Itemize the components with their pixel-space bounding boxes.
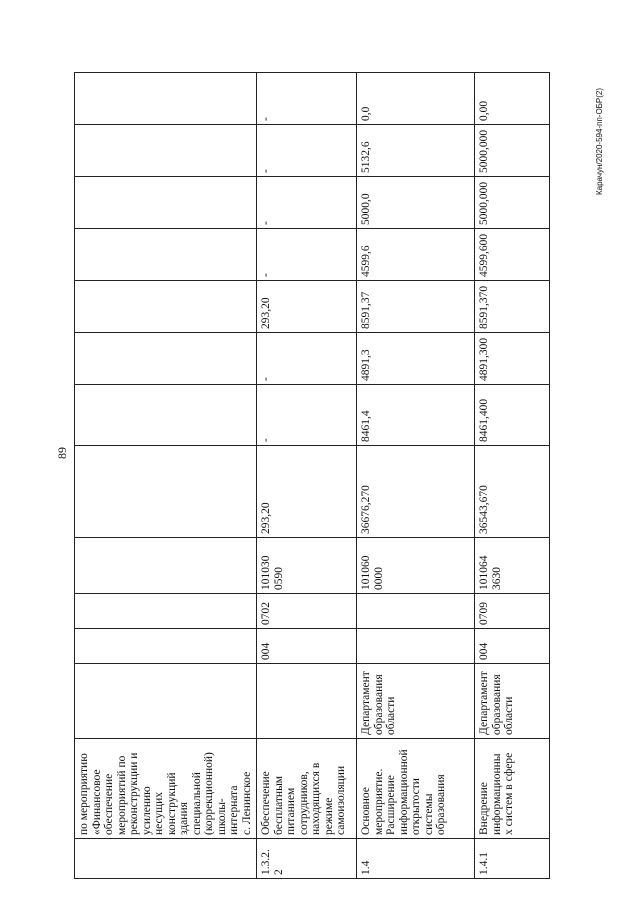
cell-total — [75, 446, 257, 538]
cell-year-7: 0,00 — [475, 73, 550, 125]
cell-year-1 — [75, 385, 257, 446]
cell-year-3: 293,20 — [257, 281, 357, 333]
cell-csr: 101064 3630 — [475, 538, 550, 594]
cell-year-4: - — [257, 229, 357, 281]
cell-year-1: 8461,4 — [357, 385, 475, 446]
table-row — [475, 73, 550, 879]
cell-executor: Департамент образования области — [475, 664, 550, 739]
cell-name: Внедрение информационны х систем в сфере — [475, 739, 550, 839]
cell-year-3 — [75, 281, 257, 333]
cell-csr: 101030 0590 — [257, 538, 357, 594]
cell-year-7: 0,0 — [357, 73, 475, 125]
cell-total: 36543,670 — [475, 446, 550, 538]
cell-rzpr — [357, 594, 475, 629]
cell-year-2: 4891,3 — [357, 333, 475, 385]
cell-year-3: 8591,370 — [475, 281, 550, 333]
cell-year-5: - — [257, 177, 357, 229]
cell-year-7: - — [257, 73, 357, 125]
cell-grbs — [75, 629, 257, 664]
cell-code: 1.4.1 — [475, 839, 550, 879]
cell-year-2 — [75, 333, 257, 385]
cell-year-7 — [75, 73, 257, 125]
cell-year-6: 5000,000 — [475, 125, 550, 177]
table-row — [75, 73, 257, 879]
cell-rzpr: 0709 — [475, 594, 550, 629]
cell-rzpr: 0702 — [257, 594, 357, 629]
cell-year-6: 5132,6 — [357, 125, 475, 177]
table-row — [357, 73, 475, 879]
table-row — [257, 73, 357, 879]
cell-year-2: - — [257, 333, 357, 385]
cell-executor — [75, 664, 257, 739]
cell-rzpr — [75, 594, 257, 629]
cell-total: 36676,270 — [357, 446, 475, 538]
cell-name: Основное мероприятие. Расширение информационной открытости системы образования — [357, 739, 475, 839]
cell-year-5 — [75, 177, 257, 229]
cell-code: 1.4 — [357, 839, 475, 879]
cell-total: 293,20 — [257, 446, 357, 538]
cell-csr: 101060 0000 — [357, 538, 475, 594]
cell-year-5: 5000,000 — [475, 177, 550, 229]
budget-table — [74, 72, 550, 879]
cell-grbs: 004 — [257, 629, 357, 664]
cell-grbs: 004 — [475, 629, 550, 664]
cell-grbs — [357, 629, 475, 664]
cell-year-4: 4599,600 — [475, 229, 550, 281]
cell-name: по мероприятию «Финансовое обеспечение мероприятий по реконструкции и усилению несущих конструкций здания специальной (коррекционной) школы- интерната с. Ленинское — [75, 739, 257, 839]
cell-csr — [75, 538, 257, 594]
cell-year-5: 5000,0 — [357, 177, 475, 229]
cell-year-1: 8461,400 — [475, 385, 550, 446]
cell-year-2: 4891,300 — [475, 333, 550, 385]
cell-year-4 — [75, 229, 257, 281]
cell-year-4: 4599,6 — [357, 229, 475, 281]
cell-executor — [257, 664, 357, 739]
cell-code — [75, 839, 257, 879]
cell-code: 1.3.2. 2 — [257, 839, 357, 879]
document-mark: Карачун/2020-594-пп-ОБР(2) — [595, 87, 604, 195]
page-number: 89 — [55, 447, 69, 459]
cell-year-3: 8591,37 — [357, 281, 475, 333]
cell-executor: Департамент образования области — [357, 664, 475, 739]
cell-year-6 — [75, 125, 257, 177]
cell-year-1: - — [257, 385, 357, 446]
cell-name: Обеспечение бесплатным питанием сотрудников, находящихся в режиме самоизоляции — [257, 739, 357, 839]
cell-year-6: - — [257, 125, 357, 177]
